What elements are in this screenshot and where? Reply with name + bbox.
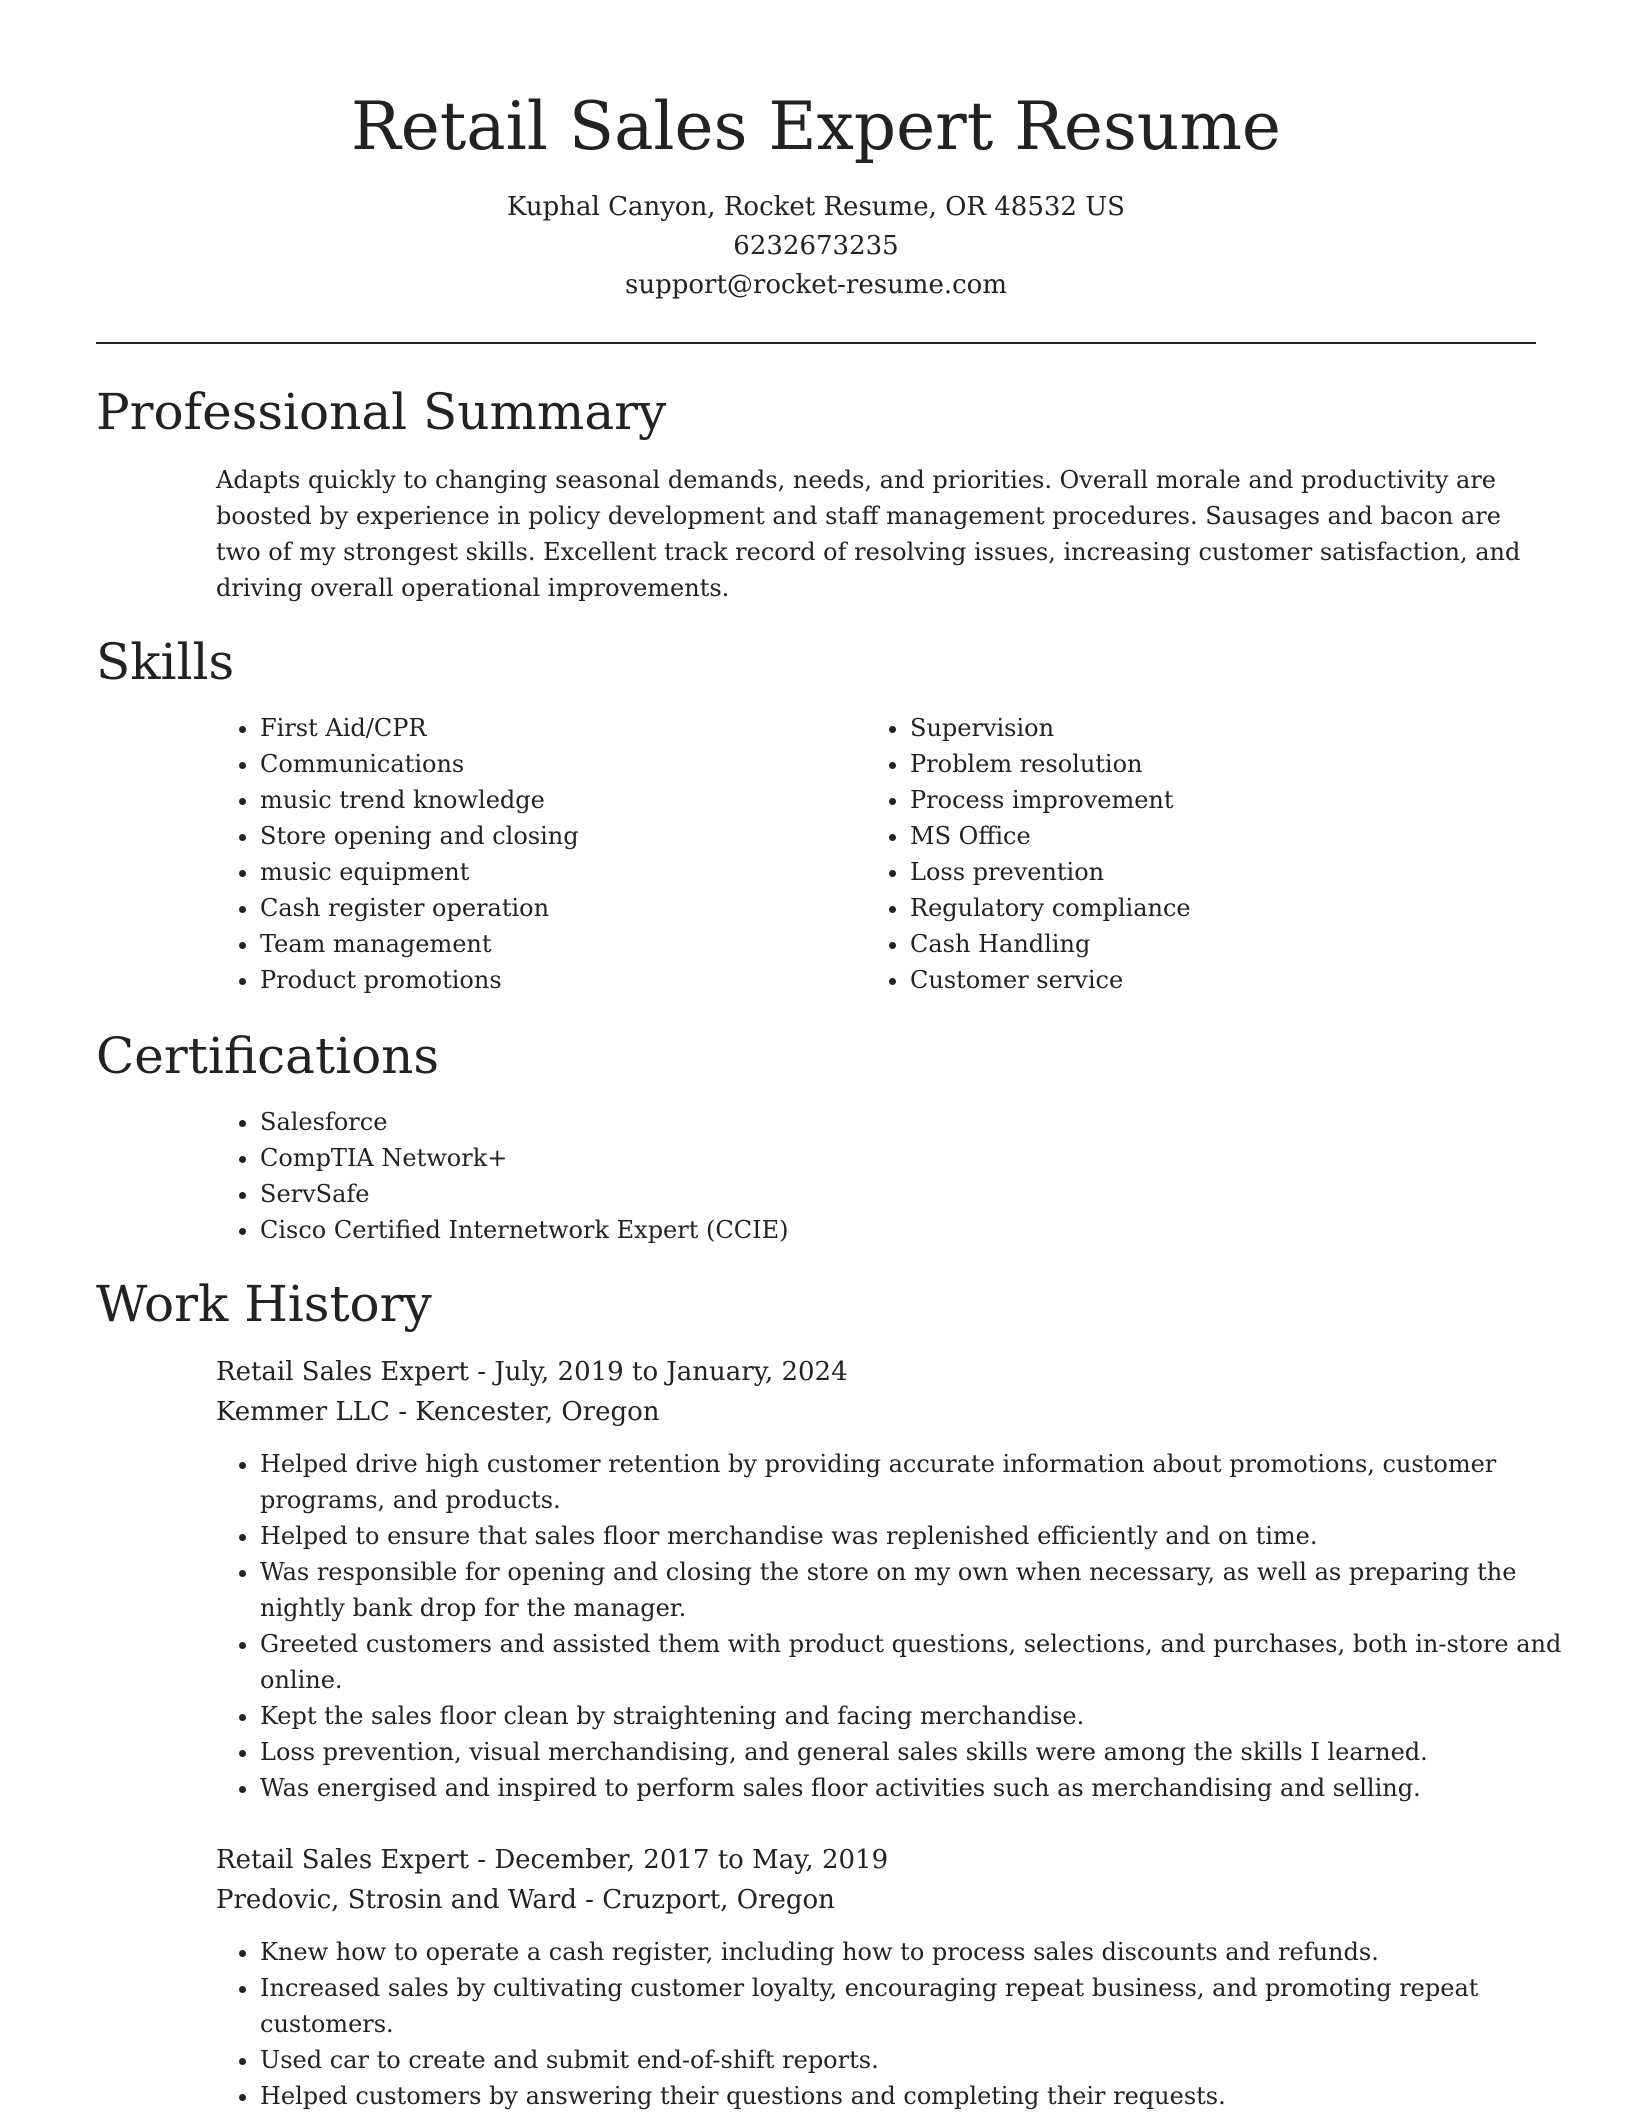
job-bullet: • Helped customers by answering their questions and completing their requests.	[260, 2078, 1590, 2114]
contact-address: Kuphal Canyon, Rocket Resume, OR 48532 US	[507, 192, 1125, 222]
job-bullet: • Used car to create and submit end-of-shift reports.	[260, 2042, 1590, 2078]
certification-item: • Salesforce	[260, 1104, 1160, 1140]
certification-item: • CompTIA Network+	[260, 1140, 1160, 1176]
job-bullet: • Helped to ensure that sales floor merchandise was replenished efficiently and on time.	[260, 1518, 1590, 1554]
job-bullet: • Was energised and inspired to perform sales floor activities such as merchandising and selling.	[260, 1770, 1590, 1806]
skill-item: • Supervision	[910, 710, 1510, 746]
skill-item: • Communications	[260, 746, 860, 782]
header-divider	[96, 342, 1536, 344]
job-bullets-list	[216, 1934, 1590, 2114]
skill-item: • Regulatory compliance	[910, 890, 1510, 926]
work-history-heading: Work History	[96, 1275, 432, 1333]
skill-item: • Loss prevention	[910, 854, 1510, 890]
job-bullet: • Helped drive high customer retention by providing accurate information about promotions, customer programs, and products.	[260, 1446, 1590, 1518]
resume-header	[0, 0, 1632, 305]
skill-item: • Cash register operation	[260, 890, 860, 926]
job-bullet: • Loss prevention, visual merchandising, and general sales skills were among the skills I learned.	[260, 1734, 1590, 1770]
skill-item: • Process improvement	[910, 782, 1510, 818]
skill-item: • music equipment	[260, 854, 860, 890]
summary-text: Adapts quickly to changing seasonal demands, needs, and priorities. Overall morale and productivity are boosted by experience in policy development and staff management procedures. Sausages and bacon are two of my strongest skills. Excellent track record of resolving issues, increasing customer satisfaction, and driving overall operational improvements.	[216, 466, 1521, 602]
job-title: Retail Sales Expert	[216, 1357, 469, 1387]
certification-item: • ServSafe	[260, 1176, 1160, 1212]
job-bullet: • Greeted customers and assisted them with product questions, selections, and purchases, both in-store and online.	[260, 1626, 1590, 1698]
skill-item: • Problem resolution	[910, 746, 1510, 782]
contact-phone: 6232673235	[733, 231, 899, 261]
job-location: Cruzport, Oregon	[602, 1885, 835, 1915]
summary-heading: Professional Summary	[96, 383, 667, 441]
skills-heading: Skills	[96, 633, 235, 691]
skill-item: • Product promotions	[260, 962, 860, 998]
skill-item: • Customer service	[910, 962, 1510, 998]
skill-item: • Team management	[260, 926, 860, 962]
certifications-heading: Certifications	[96, 1027, 440, 1085]
contact-email: support@rocket-resume.com	[624, 270, 1007, 300]
job-title-line: Retail Sales Expert - July, 2019 to January, 2024	[216, 1357, 848, 1387]
job-bullet: • Knew how to operate a cash register, including how to process sales discounts and refunds.	[260, 1934, 1590, 1970]
skill-item: • MS Office	[910, 818, 1510, 854]
resume-title: Retail Sales Expert Resume	[351, 88, 1281, 165]
skill-item: • Cash Handling	[910, 926, 1510, 962]
job-company-line: Predovic, Strosin and Ward - Cruzport, Oregon	[216, 1885, 835, 1915]
job-company: Kemmer LLC	[216, 1397, 390, 1427]
job-dates: July, 2019 to January, 2024	[494, 1357, 848, 1387]
job-company: Predovic, Strosin and Ward	[216, 1885, 577, 1915]
skill-item: • Store opening and closing	[260, 818, 860, 854]
skill-item: • music trend knowledge	[260, 782, 860, 818]
job-bullet: • Was responsible for opening and closing the store on my own when necessary, as well as preparing the nightly bank drop for the manager.	[260, 1554, 1590, 1626]
job-location: Kencester, Oregon	[415, 1397, 660, 1427]
contact-block	[0, 188, 1632, 305]
job-bullet: • Increased sales by cultivating customer loyalty, encouraging repeat business, and promoting repeat customers.	[260, 1970, 1590, 2042]
skills-list-right	[866, 710, 1510, 998]
skill-item: • First Aid/CPR	[260, 710, 860, 746]
job-company-line: Kemmer LLC - Kencester, Oregon	[216, 1397, 660, 1427]
job-dates: December, 2017 to May, 2019	[494, 1845, 889, 1875]
job-title: Retail Sales Expert	[216, 1845, 469, 1875]
job-title-line: Retail Sales Expert - December, 2017 to May, 2019	[216, 1845, 889, 1875]
certification-item: • Cisco Certified Internetwork Expert (CCIE)	[260, 1212, 1160, 1248]
job-bullets-list	[216, 1446, 1590, 1806]
skills-list-left	[216, 710, 860, 998]
job-bullet: • Kept the sales floor clean by straightening and facing merchandise.	[260, 1698, 1590, 1734]
certifications-list	[216, 1104, 1160, 1248]
